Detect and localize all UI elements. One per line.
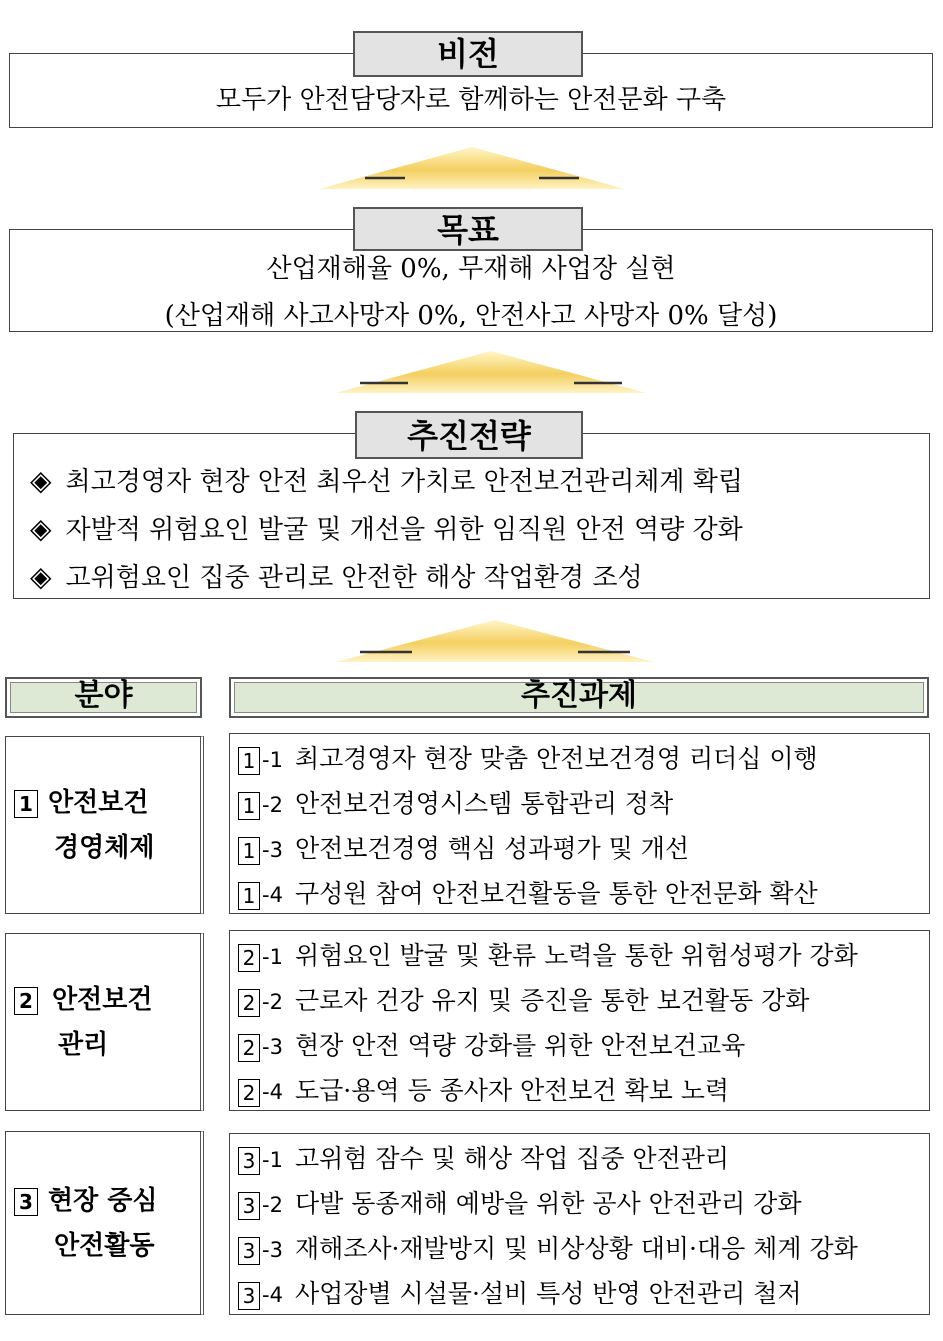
task-subnumber: -1 — [262, 748, 283, 772]
task-subnumber: -2 — [262, 990, 283, 1014]
task-item — [238, 933, 858, 978]
diamond-bullet-icon: ◈ — [30, 464, 52, 497]
field-name — [14, 787, 148, 819]
up-arrow-icon — [313, 145, 631, 191]
column-header-field: 분야 — [5, 677, 202, 718]
task-subnumber: -3 — [262, 1035, 283, 1059]
up-arrow-icon — [330, 349, 652, 395]
task-number: 3 — [238, 1192, 260, 1220]
field-cell — [5, 933, 204, 1111]
field-name-line-1: 현장 중심 — [48, 1186, 158, 1216]
task-number: 3 — [238, 1282, 260, 1310]
task-subnumber: -3 — [262, 1238, 283, 1262]
field-name — [14, 984, 152, 1016]
task-text: 구성원 참여 안전보건활동을 통한 안전문화 확산 — [294, 879, 818, 908]
strategy-item-text: 고위험요인 집중 관리로 안전한 해상 작업환경 조성 — [65, 563, 643, 593]
task-subnumber: -2 — [262, 793, 283, 817]
goal-label: 목표 — [353, 207, 583, 251]
task-text: 근로자 건강 유지 및 증진을 통한 보건활동 강화 — [294, 986, 810, 1015]
goal-line-1: 산업재해율 0%, 무재해 사업장 실현 — [266, 254, 676, 284]
task-subnumber: -1 — [262, 945, 283, 969]
task-item — [238, 826, 818, 871]
strategy-item-text: 자발적 위험요인 발굴 및 개선을 위한 임직원 안전 역량 강화 — [65, 515, 743, 545]
strategy-item-text: 최고경영자 현장 안전 최우선 가치로 안전보건관리체계 확립 — [65, 467, 744, 497]
field-name-line-1: 안전보건 — [48, 788, 149, 818]
task-subnumber: -1 — [262, 1148, 283, 1172]
strategy-item — [30, 511, 743, 548]
task-subnumber: -2 — [262, 1193, 283, 1217]
task-number: 3 — [238, 1147, 260, 1175]
goal-line-2: (산업재해 사고사망자 0%, 안전사고 사망자 0% 달성) — [164, 301, 778, 331]
field-cell — [5, 1131, 204, 1315]
task-text: 최고경영자 현장 맞춤 안전보건경영 리더십 이행 — [294, 744, 818, 773]
field-number: 3 — [14, 1188, 38, 1216]
task-number: 2 — [238, 1034, 260, 1062]
vision-text: 모두가 안전담당자로 함께하는 안전문화 구축 — [215, 85, 727, 115]
field-cell — [5, 736, 204, 914]
task-subnumber: -4 — [262, 1080, 283, 1104]
task-text: 고위험 잠수 및 해상 작업 집중 안전관리 — [294, 1144, 730, 1173]
task-item — [238, 1023, 858, 1068]
vision-label: 비전 — [353, 31, 583, 77]
task-item — [238, 1136, 858, 1181]
field-number: 2 — [14, 987, 38, 1015]
task-text: 안전보건경영시스템 통합관리 정착 — [294, 789, 674, 818]
task-number: 2 — [238, 944, 260, 972]
field-name-line-2: 관리 — [58, 1030, 109, 1060]
field-name — [14, 1185, 158, 1217]
diamond-bullet-icon: ◈ — [30, 560, 52, 593]
task-text: 재해조사·재발방지 및 비상상황 대비·대응 체계 강화 — [294, 1234, 858, 1263]
task-text: 사업장별 시설물·설비 특성 반영 안전관리 철저 — [294, 1279, 802, 1308]
task-number: 1 — [238, 837, 260, 865]
task-number: 2 — [238, 989, 260, 1017]
task-subnumber: -4 — [262, 883, 283, 907]
task-number: 3 — [238, 1237, 260, 1265]
task-number: 2 — [238, 1079, 260, 1107]
task-number: 1 — [238, 792, 260, 820]
task-subnumber: -3 — [262, 838, 283, 862]
task-item — [238, 1271, 858, 1316]
field-name-line-1: 안전보건 — [52, 985, 153, 1015]
task-text: 도급·용역 등 종사자 안전보건 확보 노력 — [294, 1076, 730, 1105]
task-text: 위험요인 발굴 및 환류 노력을 통한 위험성평가 강화 — [294, 941, 858, 970]
task-number: 1 — [238, 882, 260, 910]
field-number: 1 — [14, 790, 38, 818]
strategy-item — [30, 559, 643, 596]
task-item — [238, 1226, 858, 1271]
strategy-label: 추진전략 — [355, 411, 583, 459]
task-list-items — [238, 736, 818, 916]
task-item — [238, 871, 818, 916]
task-item — [238, 978, 858, 1023]
up-arrow-icon — [330, 618, 660, 664]
task-text: 현장 안전 역량 강화를 위한 안전보건교육 — [294, 1031, 746, 1060]
field-name-line-2: 안전활동 — [54, 1231, 155, 1261]
task-item — [238, 1181, 858, 1226]
field-name-line-2: 경영체제 — [54, 833, 155, 863]
task-list-items — [238, 933, 858, 1113]
task-text: 다발 동종재해 예방을 위한 공사 안전관리 강화 — [294, 1189, 802, 1218]
column-header-tasks: 추진과제 — [229, 677, 929, 718]
task-item — [238, 736, 818, 781]
task-list-items — [238, 1136, 858, 1316]
task-number: 1 — [238, 747, 260, 775]
task-item — [238, 781, 818, 826]
task-subnumber: -4 — [262, 1283, 283, 1307]
strategy-item — [30, 463, 743, 500]
task-text: 안전보건경영 핵심 성과평가 및 개선 — [294, 834, 689, 863]
task-item — [238, 1068, 858, 1113]
diamond-bullet-icon: ◈ — [30, 512, 52, 545]
